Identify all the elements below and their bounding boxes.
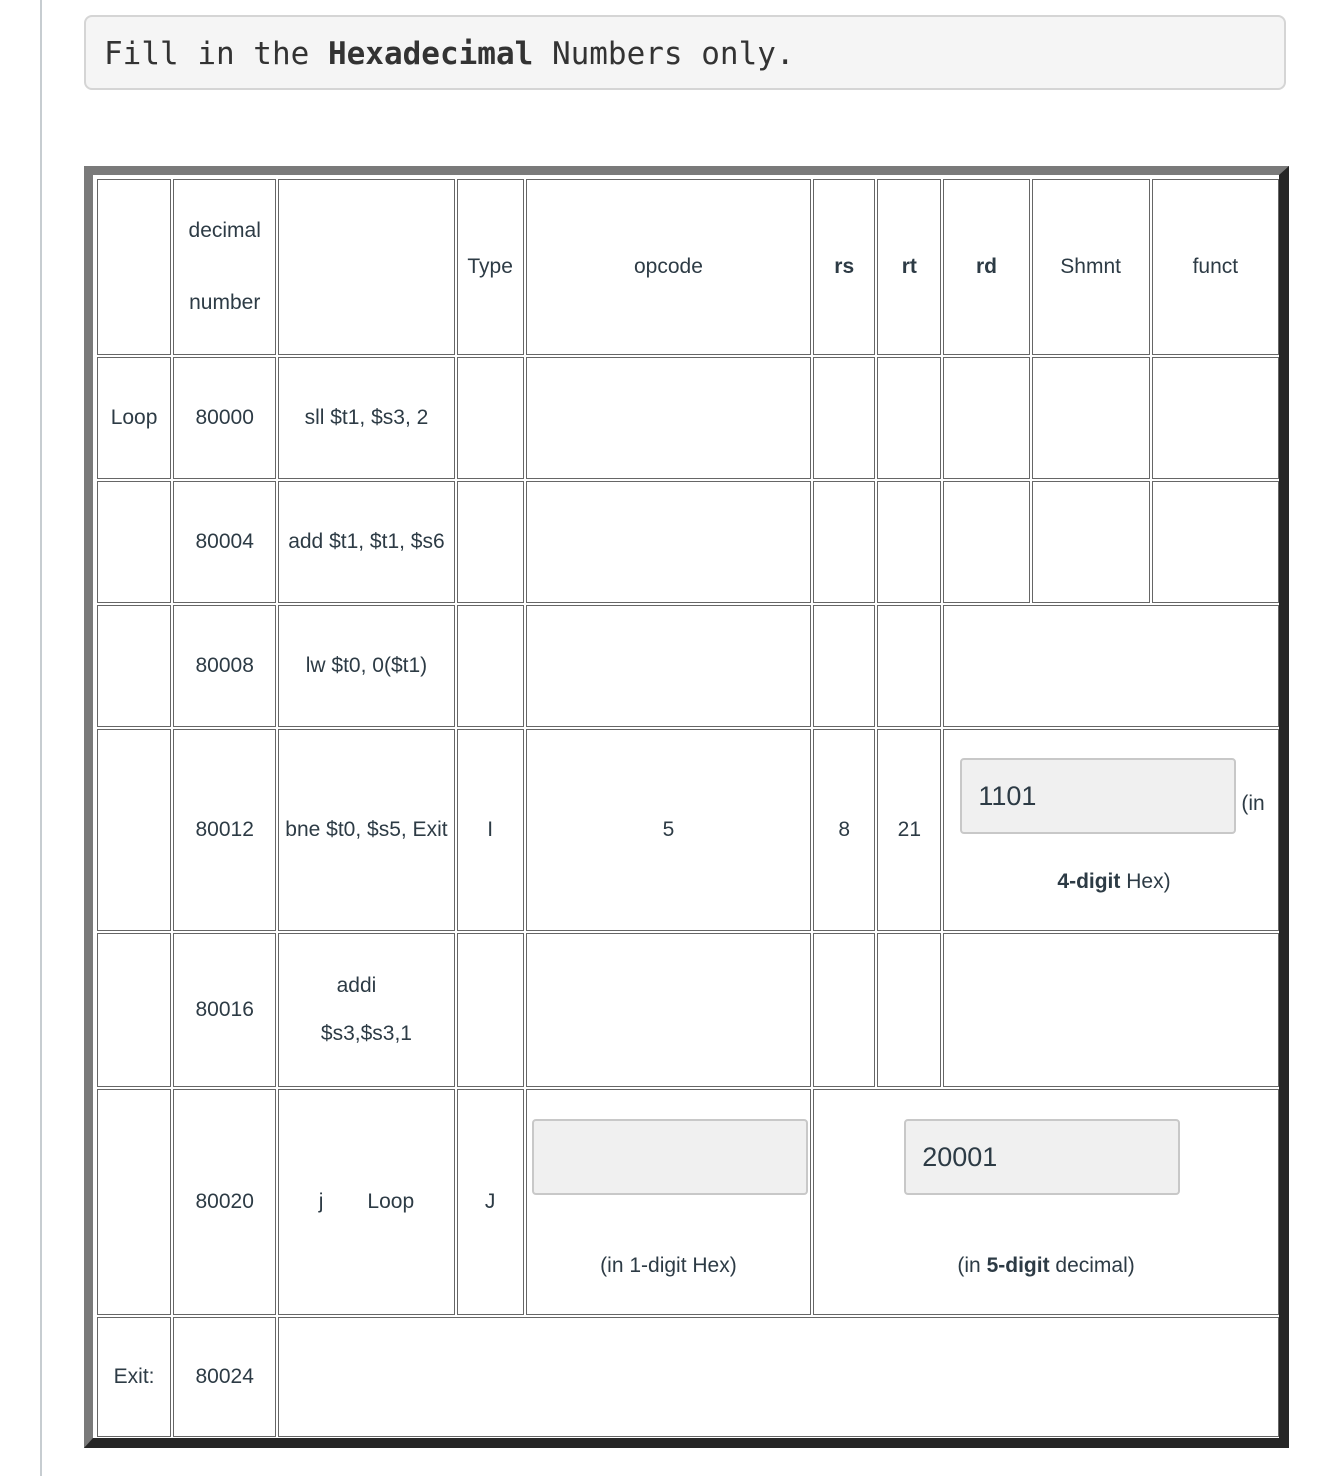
address-hint-bold: 5-digit — [986, 1254, 1050, 1277]
row-instruction — [278, 1089, 454, 1315]
row-label: Exit: — [97, 1317, 171, 1437]
type-cell — [457, 481, 524, 603]
shamt-cell — [1032, 357, 1150, 479]
row-label — [97, 1089, 171, 1315]
header-shamt: Shmnt — [1032, 179, 1150, 355]
table-row — [97, 1317, 1279, 1437]
immediate-hint-prefix: (in — [1241, 792, 1265, 815]
row-instruction: bne $t0, $s5, Exit — [278, 729, 454, 931]
opcode-hint: (in 1-digit Hex) — [600, 1254, 737, 1277]
table-row — [97, 605, 1279, 727]
instruction-bold: Hexadecimal — [327, 36, 534, 72]
immediate-cell — [943, 605, 1279, 727]
table-row — [97, 933, 1279, 1087]
type-cell: J — [457, 1089, 524, 1315]
row-address: 80012 — [173, 729, 276, 931]
opcode-hex-input[interactable] — [532, 1119, 808, 1195]
header-address-line1: decimal — [188, 219, 261, 242]
instruction-suffix: Numbers only. — [533, 36, 795, 72]
row-address: 80016 — [173, 933, 276, 1087]
exit-empty-cell — [278, 1317, 1279, 1437]
rt-cell — [877, 605, 941, 727]
row-address: 80000 — [173, 357, 276, 479]
immediate-hex-input[interactable] — [960, 758, 1236, 834]
opcode-cell — [526, 605, 811, 727]
header-type: Type — [457, 179, 524, 355]
row-address: 80008 — [173, 605, 276, 727]
instruction-arg: Loop — [367, 1190, 415, 1213]
type-cell: I — [457, 729, 524, 931]
opcode-cell — [526, 933, 811, 1087]
immediate-hint — [1057, 870, 1170, 894]
content-left-rule — [40, 0, 42, 1476]
opcode-cell — [526, 481, 811, 603]
funct-cell — [1152, 481, 1279, 603]
rs-cell: 8 — [813, 729, 875, 931]
row-address: 80004 — [173, 481, 276, 603]
row-label — [97, 481, 171, 603]
rt-cell — [877, 481, 941, 603]
address-hint-prefix: (in — [957, 1254, 987, 1277]
address-hint-suffix: decimal) — [1049, 1254, 1135, 1277]
header-opcode: opcode — [526, 179, 811, 355]
header-address-line2: number — [189, 291, 261, 314]
table-row — [97, 1089, 1279, 1315]
instruction-op: j — [318, 1190, 324, 1213]
opcode-cell — [526, 357, 811, 479]
target-address-input[interactable] — [904, 1119, 1180, 1195]
row-instruction — [278, 933, 454, 1087]
funct-cell — [1152, 357, 1279, 479]
row-instruction: add $t1, $t1, $s6 — [278, 481, 454, 603]
immediate-hint-bold: 4-digit — [1057, 870, 1121, 893]
header-funct: funct — [1152, 179, 1279, 355]
rt-cell — [877, 933, 941, 1087]
header-rs: rs — [813, 179, 875, 355]
instruction-prefix: Fill in the — [104, 36, 328, 72]
rs-cell — [813, 605, 875, 727]
row-address: 80024 — [173, 1317, 276, 1437]
opcode-cell — [526, 1089, 811, 1315]
row-label: Loop — [97, 357, 171, 479]
address-hint — [814, 1254, 1278, 1278]
row-label — [97, 729, 171, 931]
rt-cell — [877, 357, 941, 479]
rs-cell — [813, 933, 875, 1087]
rt-cell: 21 — [877, 729, 941, 931]
type-cell — [457, 933, 524, 1087]
type-cell — [457, 605, 524, 727]
instruction-box — [84, 15, 1286, 90]
header-rt: rt — [877, 179, 941, 355]
instruction-line2: $s3,$s3,1 — [320, 1022, 412, 1045]
table-row — [97, 357, 1279, 479]
table-header-row — [97, 179, 1279, 355]
row-instruction: sll $t1, $s3, 2 — [278, 357, 454, 479]
immediate-cell — [943, 729, 1279, 931]
instruction-line1: addi — [336, 974, 377, 997]
table-row — [97, 481, 1279, 603]
header-instruction-cell — [278, 179, 454, 355]
rs-cell — [813, 357, 875, 479]
table-row — [97, 729, 1279, 931]
immediate-cell — [943, 933, 1279, 1087]
shamt-cell — [1032, 481, 1150, 603]
row-instruction: lw $t0, 0($t1) — [278, 605, 454, 727]
header-rd: rd — [943, 179, 1029, 355]
row-label — [97, 605, 171, 727]
rs-cell — [813, 481, 875, 603]
mips-encoding-table — [84, 166, 1289, 1448]
address-cell — [813, 1089, 1279, 1315]
row-label — [97, 933, 171, 1087]
header-label-cell — [97, 179, 171, 355]
header-address — [173, 179, 276, 355]
rd-cell — [943, 481, 1029, 603]
immediate-hint-suffix: Hex) — [1120, 870, 1171, 893]
rd-cell — [943, 357, 1029, 479]
opcode-cell: 5 — [526, 729, 811, 931]
row-address: 80020 — [173, 1089, 276, 1315]
type-cell — [457, 357, 524, 479]
encoding-grid — [95, 177, 1281, 1439]
